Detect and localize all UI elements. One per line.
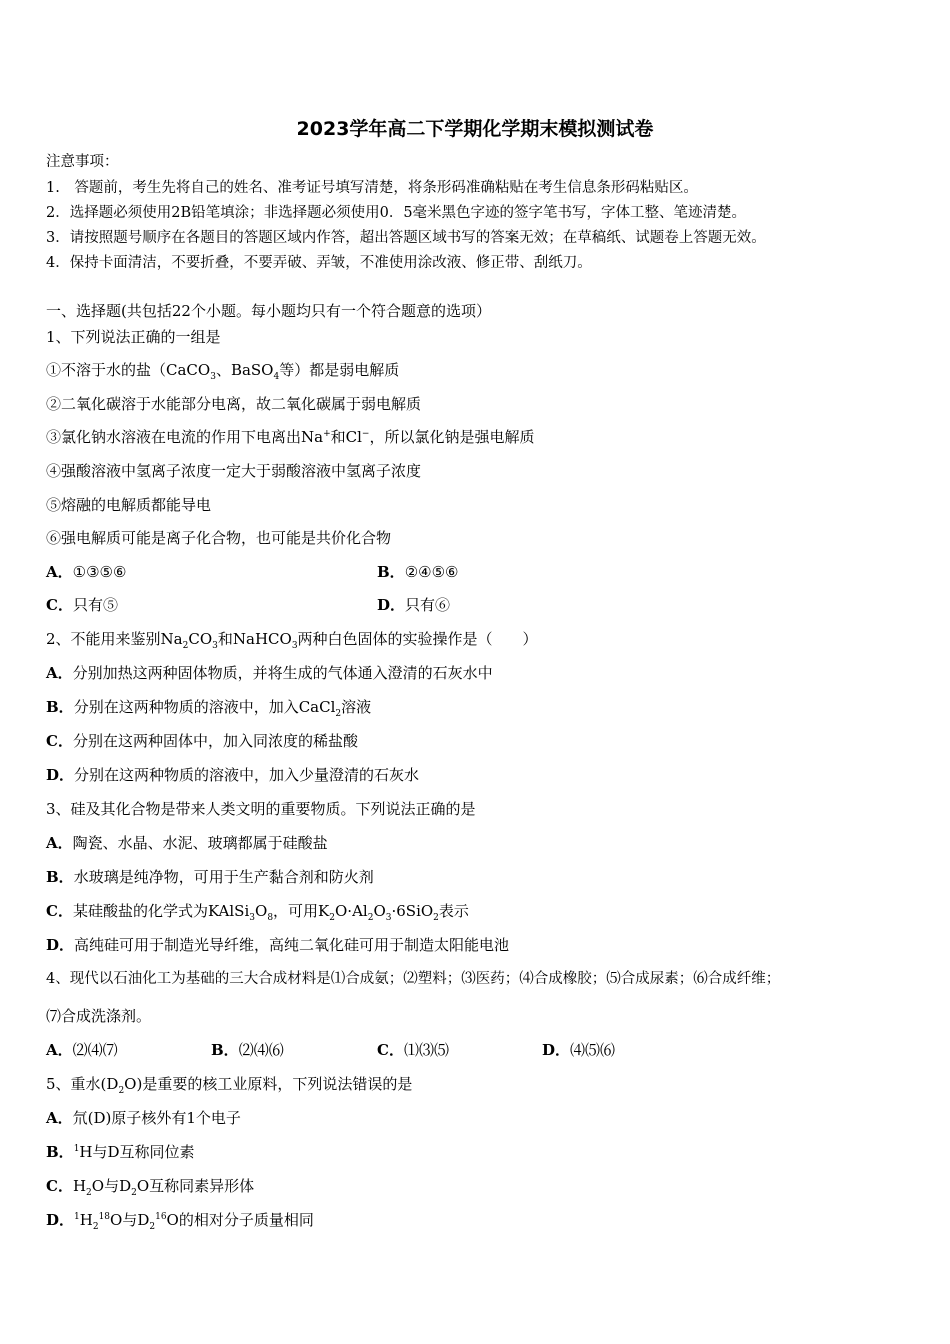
notice-item-4: 4．保持卡面清洁，不要折叠，不要弄破、弄皱，不准使用涂改液、修正带、刮纸刀。 — [46, 255, 592, 271]
q1-statement-2: ②二氧化碳溶于水能部分电离，故二氧化碳属于弱电解质 — [46, 395, 422, 413]
notice-item-3: 3．请按照题号顺序在各题目的答题区域内作答，超出答题区域书写的答案无效；在草稿纸、试题卷上答题无效。 — [46, 230, 766, 246]
q4-option-c: C．⑴⑶⑸ — [377, 1041, 449, 1059]
q5-stem: 5、重水$(D_2O)$是重要的核工业原料，下列说法错误的是 — [46, 1075, 413, 1096]
q3-option-d: D．高纯硅可用于制造光导纤维，高纯二氧化硅可用于制造太阳能电池 — [46, 936, 510, 954]
q2-option-d: D．分别在这两种物质的溶液中，加入少量澄清的石灰水 — [46, 766, 420, 784]
q1-statement-6: ⑥强电解质可能是离子化合物，也可能是共价化合物 — [46, 529, 392, 547]
q1-option-b: B．②④⑤⑥ — [377, 563, 459, 581]
q1-option-a: A．①③⑤⑥ — [46, 563, 127, 581]
q2-option-a: A．分别加热这两种固体物质，并将生成的气体通入澄清的石灰水中 — [46, 664, 493, 682]
q1-statement-3: ③氯化钠水溶液在电流的作用下电离出Na+和Cl−，所以氯化钠是强电解质 — [46, 428, 535, 446]
q5-option-d: D．$^1H_2^{18}O$与$D_2^{16}O$的相对分子质量相同 — [46, 1211, 314, 1232]
q1-option-d: D．只有⑥ — [377, 596, 451, 614]
q3-option-a: A．陶瓷、水晶、水泥、玻璃都属于硅酸盐 — [46, 834, 328, 852]
q4-stem-line-1: 4、现代以石油化工为基础的三大合成材料是⑴合成氨；⑵塑料；⑶医药；⑷合成橡胶；⑸合成尿素；⑹合成纤维； — [46, 971, 781, 987]
page-title: 2023学年高二下学期化学期末模拟测试卷 — [296, 118, 654, 140]
q3-option-b: B．水玻璃是纯净物，可用于生产黏合剂和防火剂 — [46, 868, 374, 886]
q4-stem-line-2: ⑺合成洗涤剂。 — [46, 1007, 152, 1025]
q1-statement-1: ①不溶于水的盐（CaCO$_3$、BaSO$_4$等）都是弱电解质 — [46, 361, 400, 382]
notice-heading: 注意事项： — [46, 154, 119, 170]
q1-statement-4: ④强酸溶液中氢离子浓度一定大于弱酸溶液中氢离子浓度 — [46, 462, 422, 480]
notice-item-1: 1. 答题前，考生先将自己的姓名、准考证号填写清楚，将条形码准确粘贴在考生信息条形码粘贴区。 — [46, 180, 698, 196]
notice-item-2: 2．选择题必须使用2B铅笔填涂；非选择题必须使用0．5毫米黑色字迹的签字笔书写，字体工整、笔迹清楚。 — [46, 205, 747, 221]
q5-option-b: B．$^1$H与D互称同位素 — [46, 1143, 195, 1161]
q2-option-c: C．分别在这两种固体中，加入同浓度的稀盐酸 — [46, 732, 358, 750]
q3-option-c: C．某硅酸盐的化学式为$KAlSi_3O_8$，可用$K_2O\cdot Al_2O_3\cdot 6SiO_2$表示 — [46, 902, 469, 923]
q2-stem: 2、不能用来鉴别$Na_2CO_3$和NaHCO$_3$两种白色固体的实验操作是（ ） — [46, 630, 538, 651]
q4-option-b: B．⑵⑷⑹ — [211, 1041, 284, 1059]
q2-option-b: B．分别在这两种物质的溶液中，加入CaCl$_2$溶液 — [46, 698, 372, 719]
q1-option-c: C．只有⑤ — [46, 596, 118, 614]
q3-stem: 3、硅及其化合物是带来人类文明的重要物质。下列说法正确的是 — [46, 800, 476, 818]
q4-option-a: A．⑵⑷⑺ — [46, 1041, 118, 1059]
q5-option-c: C．$H_2O$与$D_2O$互称同素异形体 — [46, 1177, 255, 1198]
q1-statement-5: ⑤熔融的电解质都能导电 — [46, 496, 212, 514]
q5-option-a: A．氘(D)原子核外有1个电子 — [46, 1109, 241, 1127]
q1-stem: 1、下列说法正确的一组是 — [46, 328, 221, 346]
q4-option-d: D．⑷⑸⑹ — [542, 1041, 616, 1059]
section-header: 一、选择题(共包括22个小题。每小题均只有一个符合题意的选项） — [46, 302, 491, 320]
